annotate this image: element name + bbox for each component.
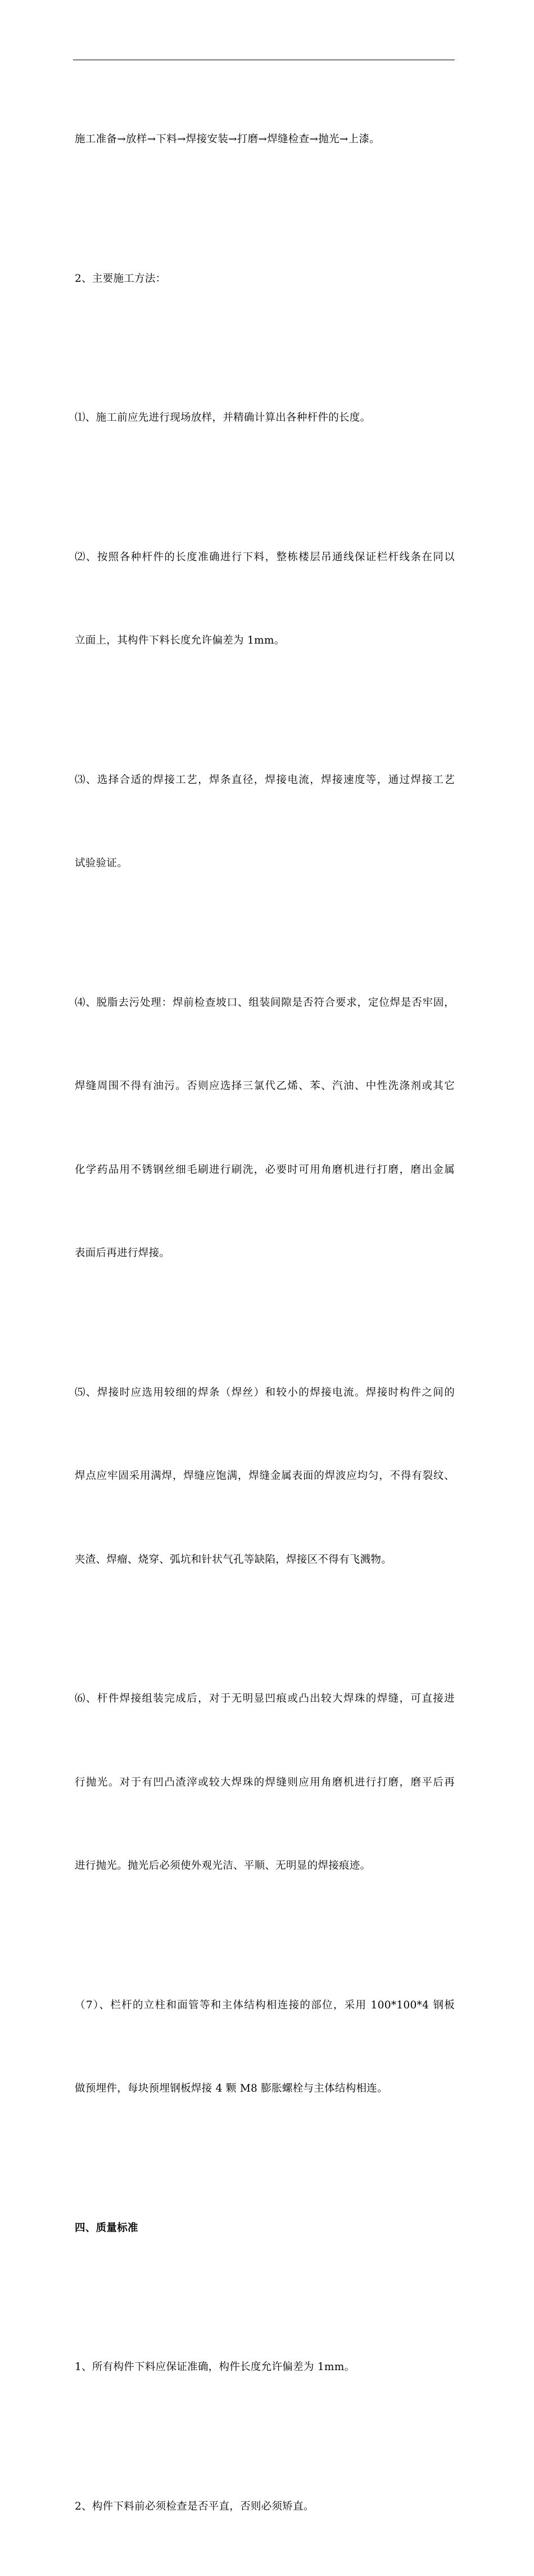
process-flow-paragraph [75, 70, 455, 209]
method-item-3-line-2: 试验验证。 [75, 849, 455, 878]
method-item-5-line-2: 焊点应牢固采用满焊，焊缝应饱满，焊缝金属表面的焊波应均匀，不得有裂纹、 [75, 1462, 455, 1490]
method-item-5-line-1: ⑸、焊接时应选用较细的焊条（焊丝）和较小的焊接电流。焊接时构件之间的 [75, 1379, 455, 1407]
method-item-7-line-2: 做预埋件，每块预埋钢板焊接 4 颗 M8 膨胀螺栓与主体结构相连。 [75, 2075, 455, 2103]
method-item-5 [75, 1323, 455, 1630]
method-item-4 [75, 933, 455, 1323]
quality-standards-heading: 四、质量标准 [75, 2214, 455, 2242]
quality-item-2-line: 2、构件下料前必须检查是否平直，否则必须矫直。 [75, 2493, 455, 2521]
main-methods-heading-paragraph [75, 209, 455, 349]
quality-standards-heading-paragraph [75, 2159, 455, 2298]
method-item-1-line: ⑴、施工前应先进行现场放样，并精确计算出各种杆件的长度。 [75, 404, 455, 432]
quality-item-2 [75, 2437, 455, 2576]
method-item-4-line-2: 焊缝周围不得有油污。否则应选择三氯代乙烯、苯、汽油、中性洗涤剂或其它 [75, 1072, 455, 1100]
quality-item-1-line: 1、所有构件下料应保证准确，构件长度允许偏差为 1mm。 [75, 2353, 455, 2381]
document-page [0, 0, 534, 756]
main-methods-heading: 2、主要施工方法： [75, 265, 455, 293]
method-item-5-line-3: 夹渣、焊瘤、烧穿、弧坑和针状气孔等缺陷，焊接区不得有飞溅物。 [75, 1546, 455, 1574]
method-item-7 [75, 1936, 455, 2159]
process-flow-line: 施工准备→放样→下料→焊接安装→打磨→焊缝检查→抛光→上漆。 [75, 125, 455, 154]
method-item-6-line-2: 行抛光。对于有凹凸渣滓或较大焊珠的焊缝则应用角磨机进行打磨，磨平后再 [75, 1769, 455, 1797]
quality-item-1 [75, 2298, 455, 2437]
method-item-4-line-1: ⑷、脱脂去污处理：焊前检查坡口、组装间隙是否符合要求，定位焊是否牢固， [75, 989, 455, 1017]
method-item-6-line-3: 进行抛光。抛光后必须使外观光洁、平顺、无明显的焊接痕迹。 [75, 1852, 455, 1880]
method-item-6 [75, 1629, 455, 1936]
document-body [75, 70, 455, 2576]
method-item-3 [75, 711, 455, 933]
method-item-2 [75, 488, 455, 711]
method-item-1 [75, 348, 455, 488]
method-item-2-line-1: ⑵、按照各种杆件的长度准确进行下料，整栋楼层吊通线保证栏杆线条在同以 [75, 543, 455, 572]
method-item-7-line-1: （7）、栏杆的立柱和面管等和主体结构相连接的部位，采用 100*100*4 钢板 [75, 1991, 455, 2020]
method-item-2-line-2: 立面上，其构件下料长度允许偏差为 1mm。 [75, 627, 455, 655]
method-item-6-line-1: ⑹、杆件焊接组装完成后，对于无明显凹痕或凸出较大焊珠的焊缝，可直接进 [75, 1685, 455, 1713]
method-item-3-line-1: ⑶、选择合适的焊接工艺，焊条直径，焊接电流，焊接速度等，通过焊接工艺 [75, 766, 455, 794]
method-item-4-line-3: 化学药品用不锈钢丝细毛刷进行刷洗，必要时可用角磨机进行打磨，磨出金属 [75, 1156, 455, 1184]
method-item-4-line-4: 表面后再进行焊接。 [75, 1239, 455, 1267]
